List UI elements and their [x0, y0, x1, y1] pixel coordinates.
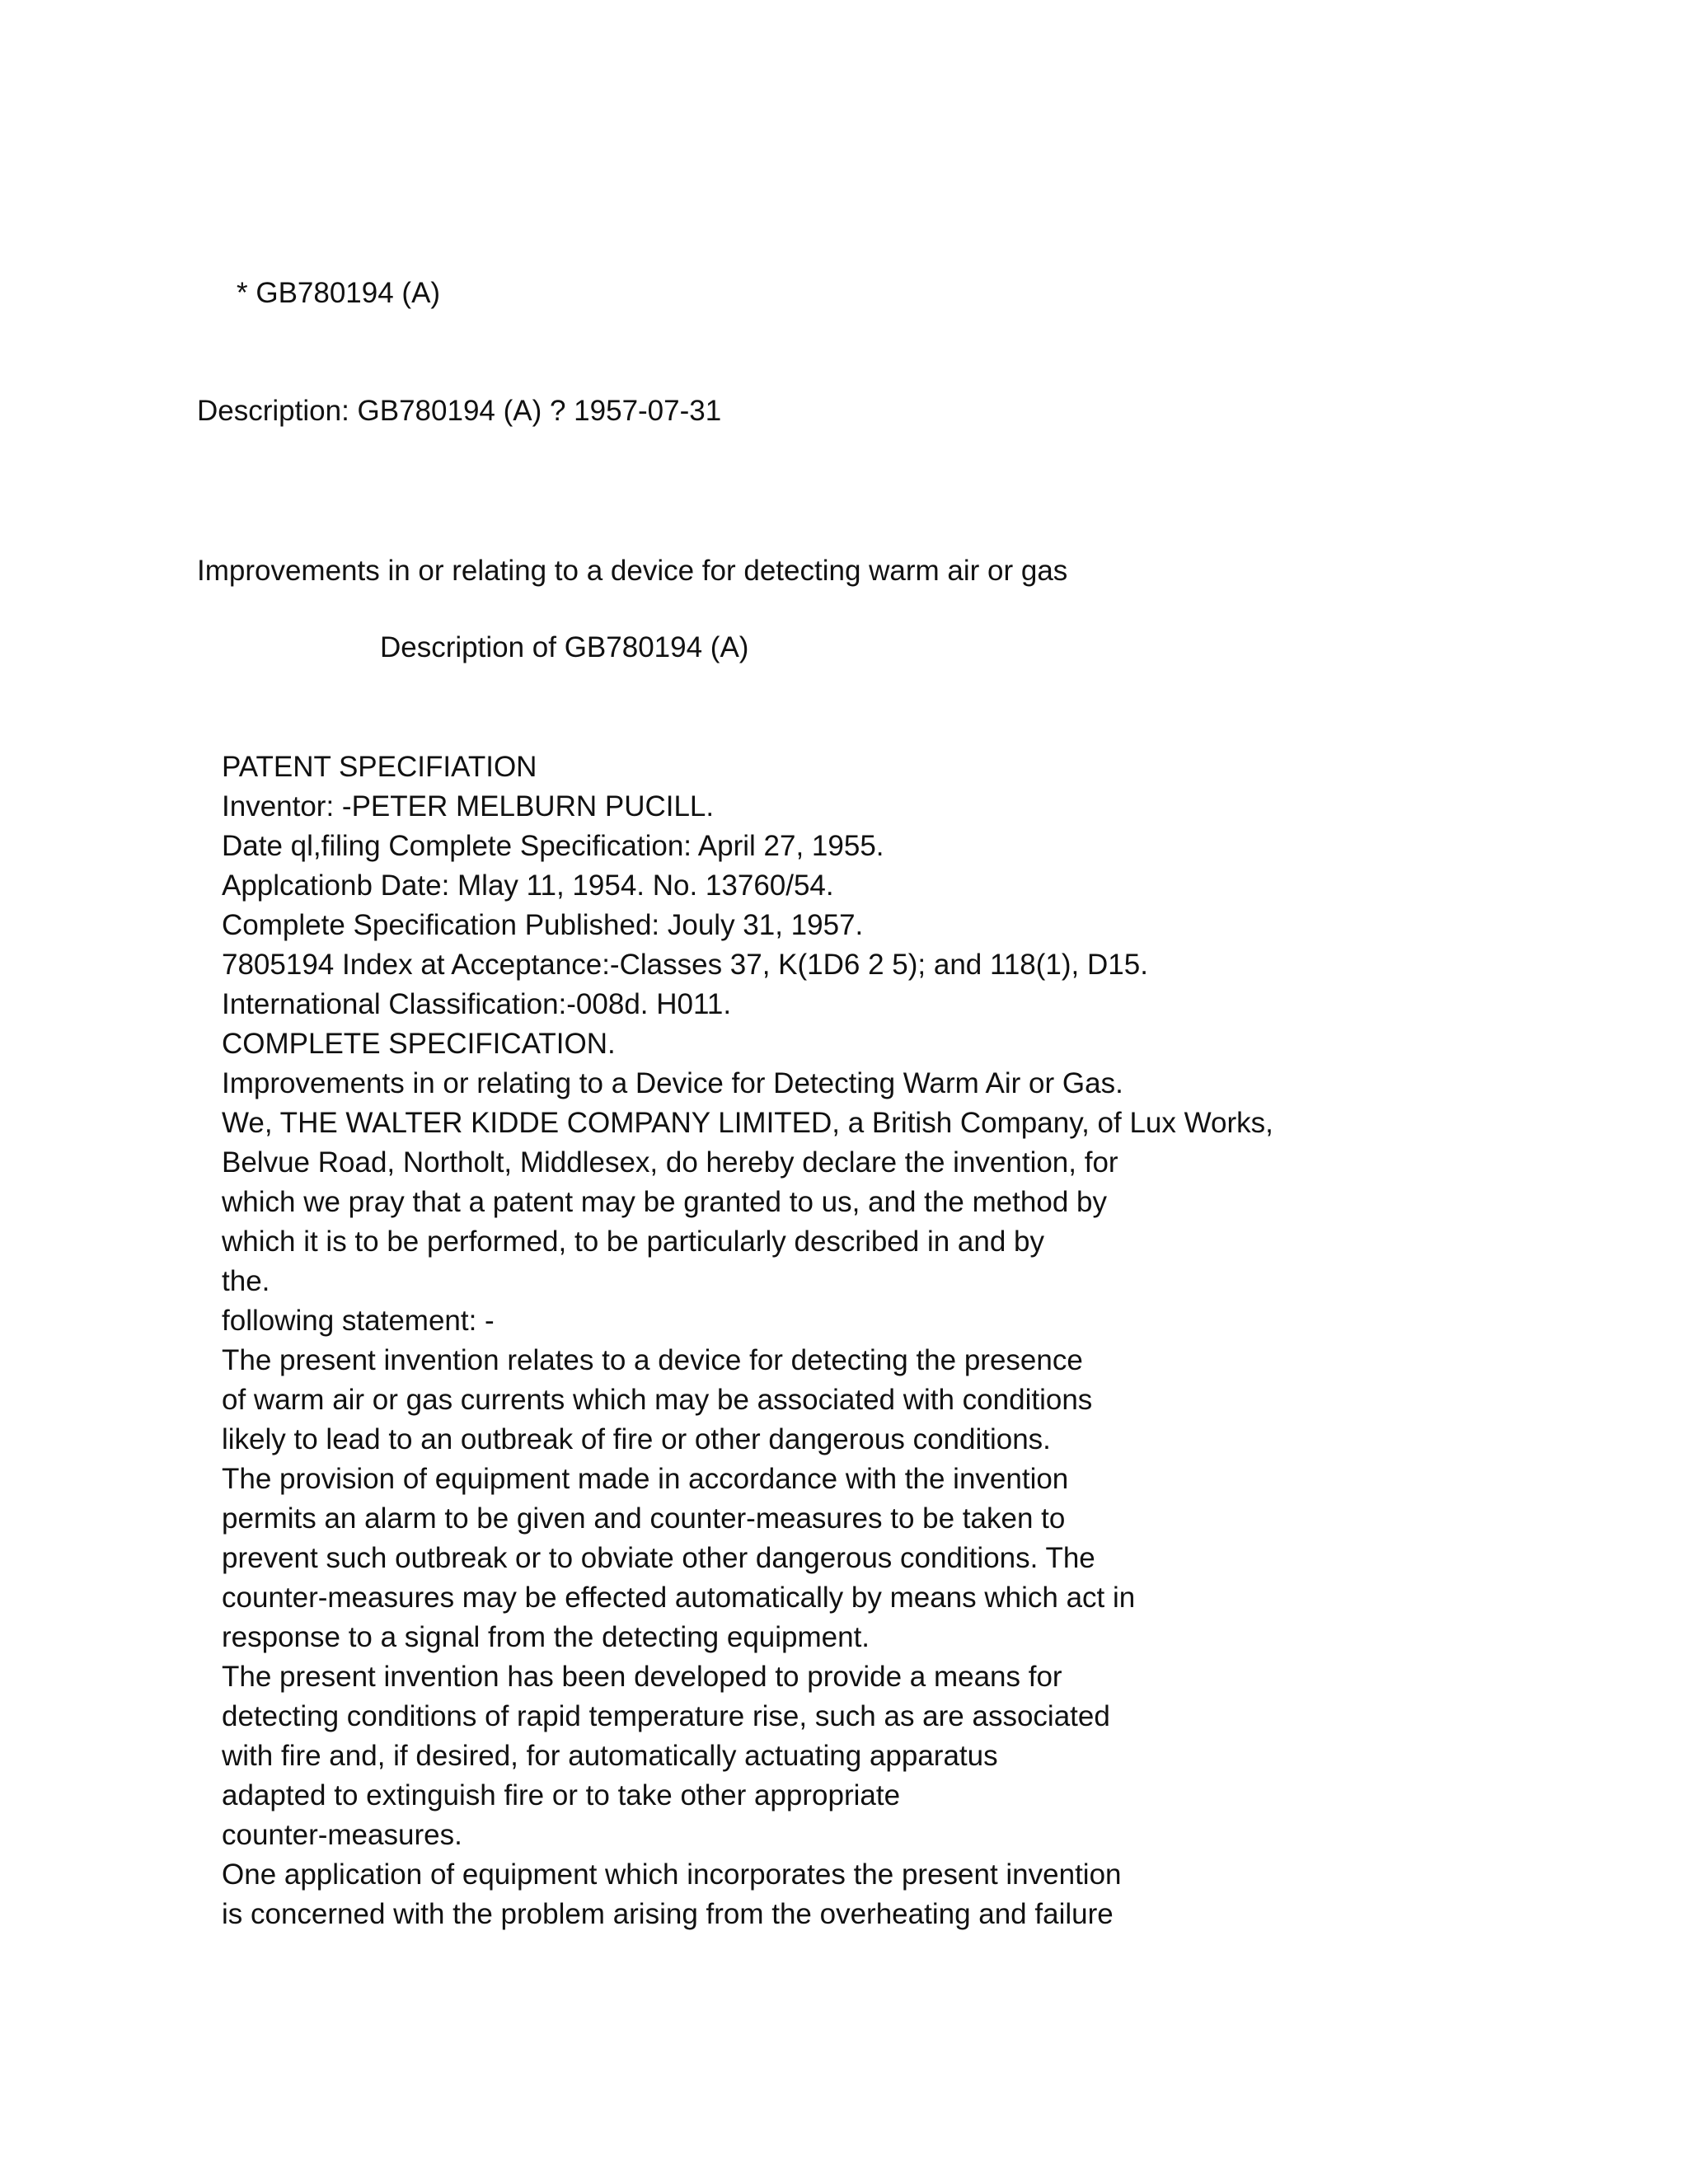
spec-line: COMPLETE SPECIFICATION. [222, 1028, 616, 1060]
spec-line: The present invention relates to a device for detecting the presence [222, 1344, 1083, 1376]
spec-line: One application of equipment which incorporates the present invention [222, 1858, 1122, 1891]
spec-line: following statement: - [222, 1305, 495, 1337]
spec-line: Improvements in or relating to a Device for Detecting Warm Air or Gas. [222, 1067, 1123, 1099]
document-title: Improvements in or relating to a device for detecting warm air or gas [197, 555, 1068, 587]
spec-line: which we pray that a patent may be granted to us, and the method by [222, 1186, 1107, 1218]
spec-line: of warm air or gas currents which may be associated with conditions [222, 1384, 1093, 1416]
spec-line: counter-measures may be effected automatically by means which act in [222, 1582, 1136, 1614]
spec-line: detecting conditions of rapid temperature rise, such as are associated [222, 1700, 1110, 1732]
description-subheading: Description of GB780194 (A) [380, 631, 749, 663]
spec-line: 7805194 Index at Acceptance:-Classes 37, K(1D6 2 5); and 118(1), D15. [222, 949, 1148, 981]
description-date-line: Description: GB780194 (A) ? 1957-07-31 [197, 395, 722, 427]
spec-line: likely to lead to an outbreak of fire or other dangerous conditions. [222, 1423, 1051, 1455]
spec-line: permits an alarm to be given and counter-measures to be taken to [222, 1502, 1066, 1535]
spec-line: Applcationb Date: Mlay 11, 1954. No. 13760/54. [222, 869, 834, 902]
spec-line: Belvue Road, Northolt, Middlesex, do hereby declare the invention, for [222, 1146, 1118, 1179]
spec-line: We, THE WALTER KIDDE COMPANY LIMITED, a British Company, of Lux Works, [222, 1107, 1273, 1139]
spec-line: which it is to be performed, to be particularly described in and by [222, 1226, 1045, 1258]
spec-line: response to a signal from the detecting equipment. [222, 1621, 870, 1653]
spec-line: PATENT SPECIFIATION [222, 751, 537, 783]
spec-line: with fire and, if desired, for automatically actuating apparatus [222, 1740, 998, 1772]
spec-line: the. [222, 1265, 270, 1297]
spec-line: prevent such outbreak or to obviate other dangerous conditions. The [222, 1542, 1095, 1574]
spec-line: adapted to extinguish fire or to take other appropriate [222, 1779, 901, 1811]
spec-line: counter-measures. [222, 1819, 462, 1851]
spec-line: International Classification:-008d. H011. [222, 988, 732, 1020]
spec-line: Date ql,filing Complete Specification: April 27, 1955. [222, 830, 884, 862]
spec-line: Complete Specification Published: Jouly 31, 1957. [222, 909, 864, 941]
spec-line: is concerned with the problem arising from the overheating and failure [222, 1898, 1114, 1930]
document-id: * GB780194 (A) [237, 277, 441, 309]
spec-line: The present invention has been developed to provide a means for [222, 1661, 1062, 1693]
spec-line: Inventor: -PETER MELBURN PUCILL. [222, 790, 715, 823]
spec-line: The provision of equipment made in accordance with the invention [222, 1463, 1069, 1495]
